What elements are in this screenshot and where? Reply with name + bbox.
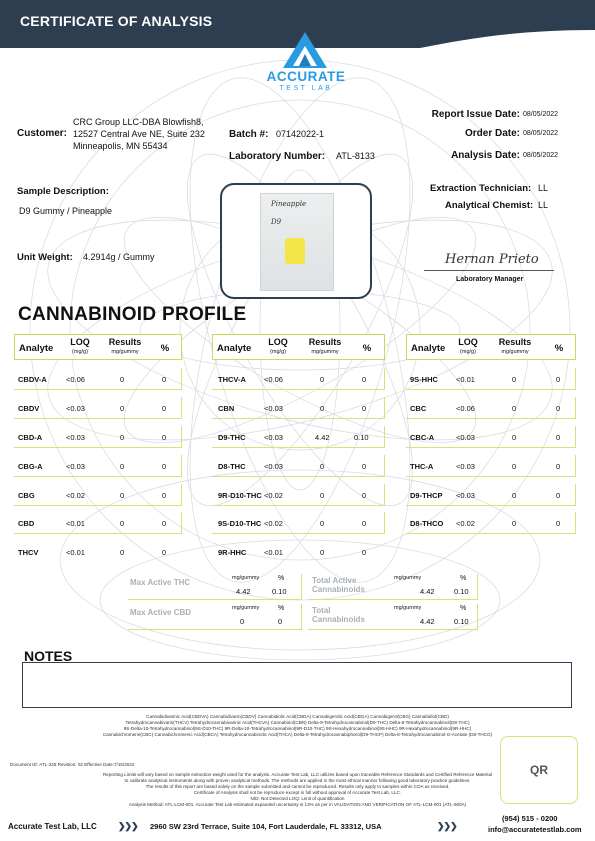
max-active-cbd-value: 0 (240, 617, 245, 626)
table-row: CBC <0.06 0 0 (406, 397, 576, 419)
table-row: 9S-D10-THC <0.02 0 0 (212, 512, 385, 534)
logo-name: ACCURATE (266, 69, 346, 84)
table-row: THCV-A <0.06 0 0 (212, 368, 385, 390)
total-active-cannabinoids-pct: 0.10 (454, 587, 469, 596)
page-title: CERTIFICATE OF ANALYSIS (20, 13, 213, 29)
col-pct: % (362, 343, 372, 354)
table-2-header (212, 334, 385, 360)
table-row: THC-A <0.03 0 0 (406, 455, 576, 477)
summary-unit: mg/gummy (232, 605, 260, 611)
sample-description-label: Sample Description: (17, 186, 109, 197)
unit-weight-value: 4.2914g / Gummy (83, 252, 155, 262)
table-row: D8-THC <0.03 0 0 (212, 455, 385, 477)
abbreviations-line: Cannabichromene(CBC) Cannabichromenic Acid(CBCA) Tetrahydrocannabinolic Acid(THCA) Delta-9-Tetrahydrocannabiphorol(D9-THCP) Delta-8-Tetrahydrocannabinol-O-Acetate (D8-THCO) (102, 732, 493, 737)
max-active-thc-pct: 0.10 (272, 587, 287, 596)
gummy-shape (285, 238, 305, 264)
customer-line2: 12527 Central Ave NE, Suite 232 (73, 129, 205, 139)
photo-sub-text: D9 (271, 218, 282, 226)
disclaimer-line: to calibrate analytical instruments along with proven analytical methods. The methods are applied in the most ethical manner following good laboratory practice guidelines. (124, 778, 471, 783)
lab-number-label: Laboratory Number: (229, 151, 326, 162)
batch-value: 07142022-1 (276, 129, 325, 139)
sample-description-value: D9 Gummy / Pineapple (19, 206, 113, 216)
total-active-cannabinoids-label: Total Active Cannabinoids (312, 576, 365, 594)
table-row: D9-THC <0.03 4.42 0.10 (212, 426, 385, 448)
footer-email[interactable]: info@accuratetestlab.com (488, 825, 582, 834)
max-active-thc-label: Max Active THC (130, 578, 191, 587)
abbreviations-line: 9S-Delta-10-Tetrahydrocannabinol(9S-D10-THC) 9R-Delta-10-Tetrahydrocannabinol(9R-D10-THC) 9S-Hexahydrocannabinol(9S-HHC) 9R-Hexahydrocannabinol(9R-HHC) (123, 726, 472, 731)
batch-label: Batch #: (229, 129, 269, 140)
analysis-date-label: Analysis Date: (451, 150, 520, 161)
summary-pct-header: % (460, 575, 467, 582)
chevron-right-icon: ❯❯❯ (118, 821, 138, 831)
summary-pct-header: % (460, 605, 467, 612)
signature-line (424, 270, 554, 271)
chevron-right-icon: ❯❯❯ (437, 821, 457, 831)
report-date-label: Report Issue Date: (431, 109, 520, 120)
table-row: CBD <0.01 0 0 (14, 512, 182, 534)
col-results: Results mg/gummy (108, 337, 142, 355)
max-active-cbd-pct: 0 (278, 617, 283, 626)
table-row: 9R-D10-THC <0.02 0 0 (212, 484, 385, 506)
analytical-chemist-label: Analytical Chemist: (445, 200, 534, 211)
col-loq: LOQ (mg/g) (458, 337, 478, 355)
table-row: 9R-HHC <0.01 0 0 (218, 548, 367, 557)
extraction-technician-label: Extraction Technician: (430, 183, 532, 194)
table-row: CBD-A <0.03 0 0 (14, 426, 182, 448)
cannabinoid-profile-title: CANNABINOID PROFILE (18, 304, 247, 325)
table-row: D8-THCO <0.02 0 0 (406, 512, 576, 534)
report-date-value: 08/05/2022 (523, 111, 559, 118)
table-row: CBC-A <0.03 0 0 (406, 426, 576, 448)
col-analyte: Analyte (217, 343, 252, 354)
analysis-date-value: 08/05/2022 (523, 152, 559, 159)
col-pct: % (160, 343, 170, 354)
document-id: Document ID: ATL-225 Revision: 02 Effective Date:7/15/2022 (10, 762, 135, 767)
customer-line3: Minneapolis, MN 55434 (73, 141, 168, 151)
sample-bag (260, 193, 334, 291)
col-analyte: Analyte (19, 343, 54, 354)
photo-label-text: Pineapple (271, 200, 307, 208)
col-loq: LOQ (mg/g) (268, 337, 288, 355)
max-active-thc-value: 4.42 (236, 587, 251, 596)
abbreviations-line: Cannabidivarinic Acid(CBDVA) Cannabidivarin(CBDV) Cannabidiolic Acid(CBDA) Cannabigerolic Acid(CBGA) Cannabigerol(CBG) Cannabidiol(CBD) (146, 714, 449, 719)
sample-photo (220, 183, 372, 299)
unit-weight-label: Unit Weight: (17, 252, 73, 263)
total-active-cannabinoids-box (308, 574, 478, 600)
col-results: Results mg/gummy (498, 337, 532, 355)
total-cannabinoids-box (308, 604, 478, 630)
table-row: THCV <0.01 0 0 (18, 548, 167, 557)
max-active-cbd-label: Max Active CBD (130, 608, 192, 617)
logo-sub: TEST LAB (279, 85, 333, 92)
table-row: CBG-A <0.03 0 0 (14, 455, 182, 477)
table-row: CBDV-A <0.06 0 0 (14, 368, 182, 390)
disclaimer-line: The results of this report are based solely on the sample submitted and cannot be reproduced. Results only apply to samples within COA as received. (145, 784, 450, 789)
disclaimer-line: N/D: Not Detected LOQ: Limit of quantification (250, 796, 345, 801)
customer-line1: CRC Group LLC-DBA Blowfish8, (73, 117, 204, 127)
qr-label: QR (530, 763, 548, 777)
manager-label: Laboratory Manager (456, 276, 524, 283)
manager-signature: Hernan Prieto (445, 252, 539, 267)
table-row: CBDV <0.03 0 0 (14, 397, 182, 419)
table-row: D9-THCP <0.03 0 0 (406, 484, 576, 506)
extraction-technician-value: LL (538, 183, 549, 193)
table-3-header (406, 334, 576, 360)
order-date-value: 08/05/2022 (523, 130, 559, 137)
col-loq: LOQ (mg/g) (70, 337, 90, 355)
lab-number-value: ATL-8133 (336, 151, 375, 161)
disclaimer-line: Reporting Limits will vary based on sample extraction weight used for the analysis. Accurate Test Lab, LLC utilizes based upon traceable Reference Standards and Certified Reference Material (102, 772, 493, 777)
summary-pct-header: % (278, 605, 285, 612)
order-date-label: Order Date: (464, 128, 520, 139)
total-active-cannabinoids-value: 4.42 (420, 587, 435, 596)
notes-title: NOTES (24, 648, 73, 664)
abbreviations-line: Tetrahydrocannabivarin(THCV) Tetrahydrocannabivarinic Acid(THCVA) Cannabinol(CBN) Delta-9-Tetrahydrocannabinol(D9-THC) Delta-8-Tetrahydrocannabinol(D8-THC) (125, 720, 470, 725)
customer-label: Customer: (17, 128, 68, 139)
summary-unit: mg/gummy (232, 575, 260, 581)
qr-code[interactable] (500, 736, 578, 804)
total-cannabinoids-value: 4.42 (420, 617, 435, 626)
total-cannabinoids-pct: 0.10 (454, 617, 469, 626)
col-analyte: Analyte (411, 343, 446, 354)
table-row: CBG <0.02 0 0 (14, 484, 182, 506)
table-row: CBN <0.03 0 0 (212, 397, 385, 419)
notes-box (22, 662, 572, 708)
footer-address: 2960 SW 23rd Terrace, Suite 104, Fort Lauderdale, FL 33312, USA (150, 822, 382, 831)
summary-unit: mg/gummy (394, 575, 422, 581)
max-active-cbd-box (128, 604, 302, 630)
analytical-chemist-value: LL (538, 200, 549, 210)
summary-unit: mg/gummy (394, 605, 422, 611)
disclaimer-line: Analysis Method: ATL-LCM-001. Accurate Test Lab estimated expanded uncertainty is 13% as per in VALIDATION AND VERIFICATION OF ATL-LCM-001 (ATL-500A) (128, 802, 467, 807)
table-1-header (14, 334, 182, 360)
col-pct: % (554, 343, 564, 354)
summary-pct-header: % (278, 575, 285, 582)
disclaimer-line: Certificate of Analysis shall not be reproduce except in full without approval of Accurate Test Lab, LLC. (193, 790, 402, 795)
col-results: Results mg/gummy (308, 337, 342, 355)
max-active-thc-box (128, 574, 302, 600)
footer-phone: (954) 515 - 0200 (502, 814, 558, 823)
total-cannabinoids-label: Total Cannabinoids (312, 606, 365, 624)
table-row: 9S-HHC <0.01 0 0 (406, 368, 576, 390)
footer-company: Accurate Test Lab, LLC (8, 822, 97, 831)
